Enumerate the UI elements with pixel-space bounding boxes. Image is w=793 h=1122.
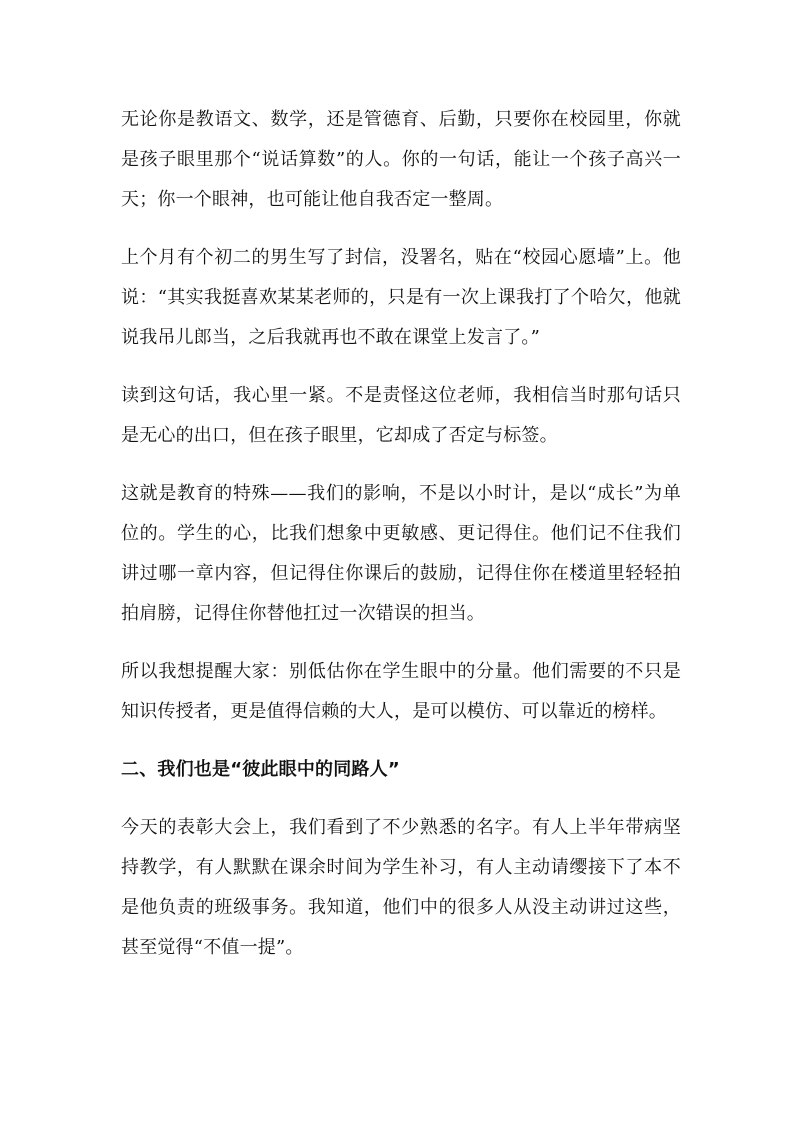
paragraph-1: 无论你是教语文、数学，还是管德育、后勤，只要你在校园里，你就是孩子眼里那个“说话算数”的人。你的一句话，能让一个孩子高兴一天；你一个眼神，也可能让他自我否定一整周。 xyxy=(121,109,681,210)
paragraph-5: 所以我想提醒大家：别低估你在学生眼中的分量。他们需要的不只是知识传授者，更是值得信赖的大人，是可以模仿、可以靠近的榜样。 xyxy=(121,661,681,722)
section-heading: 二、我们也是“彼此眼中的同路人” xyxy=(121,759,400,780)
paragraph-2: 上个月有个初二的男生写了封信，没署名，贴在“校园心愿墙”上。他说：“其实我挺喜欢某某老师的，只是有一次上课我打了个哈欠，他就说我吊儿郎当，之后我就再也不敢在课堂上发言了。” xyxy=(121,247,681,348)
paragraph-6: 今天的表彰大会上，我们看到了不少熟悉的名字。有人上半年带病坚持教学，有人默默在课余时间为学生补习，有人主动请缨接下了本不是他负责的班级事务。我知道，他们中的很多人从没主动讲过这些，甚至觉得“不值一提”。 xyxy=(121,817,681,958)
paragraph-4: 这就是教育的特殊——我们的影响，不是以小时计，是以“成长”为单位的。学生的心，比我们想象中更敏感、更记得住。他们记不住我们讲过哪一章内容，但记得住你课后的鼓励，记得住你在楼道里轻轻拍拍肩膀，记得住你替他扛过一次错误的担当。 xyxy=(121,483,681,624)
paragraph-3: 读到这句话，我心里一紧。不是责怪这位老师，我相信当时那句话只是无心的出口，但在孩子眼里，它却成了否定与标签。 xyxy=(121,385,681,446)
document-body xyxy=(121,100,681,986)
